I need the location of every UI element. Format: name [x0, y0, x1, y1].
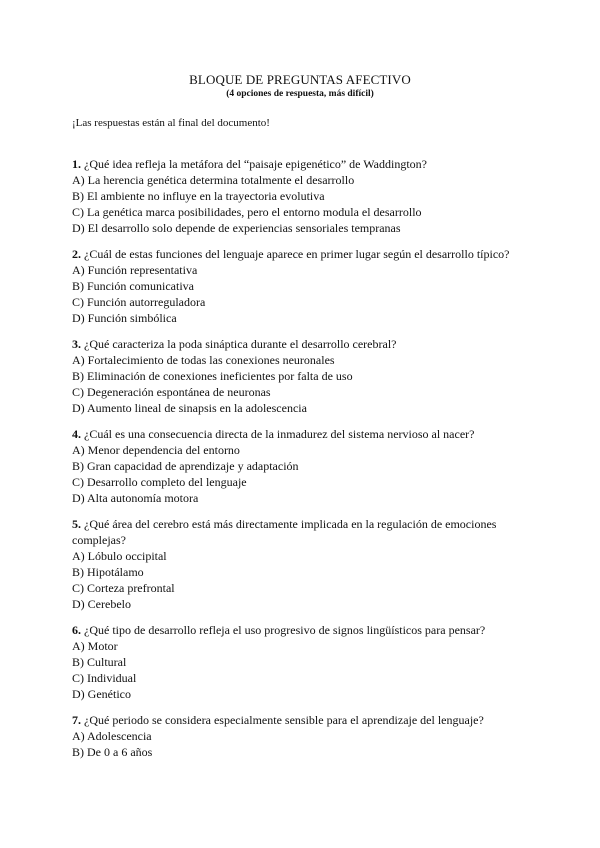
option-a: A) La herencia genética determina totalmente el desarrollo: [72, 173, 355, 187]
option-b: B) De 0 a 6 años: [72, 745, 153, 759]
question-text: ¿Cuál es una consecuencia directa de la inmadurez del sistema nervioso al nacer?: [84, 427, 475, 441]
option-b: B) Cultural: [72, 655, 127, 669]
question-2: [72, 246, 527, 326]
question-number: 3.: [72, 337, 81, 351]
option-d: D) Función simbólica: [72, 311, 177, 325]
question-3: [72, 336, 527, 416]
question-text: ¿Qué área del cerebro está más directamente implicada en la regulación de emociones complejas?: [72, 517, 497, 547]
option-b: B) Gran capacidad de aprendizaje y adaptación: [72, 459, 299, 473]
question-number: 2.: [72, 247, 81, 261]
option-c: C) La genética marca posibilidades, pero el entorno modula el desarrollo: [72, 205, 422, 219]
option-d: D) Aumento lineal de sinapsis en la adolescencia: [72, 401, 307, 415]
option-a: A) Lóbulo occipital: [72, 549, 167, 563]
option-b: B) Función comunicativa: [72, 279, 194, 293]
question-6: [72, 622, 527, 702]
option-a: A) Fortalecimiento de todas las conexiones neuronales: [72, 353, 335, 367]
option-b: B) Eliminación de conexiones ineficientes por falta de uso: [72, 369, 353, 383]
question-number: 6.: [72, 623, 81, 637]
question-4: [72, 426, 527, 506]
option-a: A) Motor: [72, 639, 118, 653]
option-b: B) El ambiente no influye en la trayectoria evolutiva: [72, 189, 325, 203]
question-number: 7.: [72, 713, 81, 727]
question-7: [72, 712, 527, 760]
question-5: [72, 516, 527, 612]
question-number: 4.: [72, 427, 81, 441]
option-a: A) Adolescencia: [72, 729, 152, 743]
document-subtitle: (4 opciones de respuesta, más difícil): [226, 89, 374, 99]
option-a: A) Menor dependencia del entorno: [72, 443, 240, 457]
option-c: C) Individual: [72, 671, 137, 685]
question-number: 5.: [72, 517, 81, 531]
option-a: A) Función representativa: [72, 263, 198, 277]
option-b: B) Hipotálamo: [72, 565, 144, 579]
question-1: [72, 156, 527, 236]
question-number: 1.: [72, 157, 81, 171]
option-d: D) El desarrollo solo depende de experiencias sensoriales tempranas: [72, 221, 401, 235]
option-c: C) Degeneración espontánea de neuronas: [72, 385, 271, 399]
option-c: C) Corteza prefrontal: [72, 581, 175, 595]
document-title: BLOQUE DE PREGUNTAS AFECTIVO: [189, 72, 411, 87]
question-list: [72, 156, 527, 770]
option-d: D) Genético: [72, 687, 131, 701]
question-text: ¿Qué tipo de desarrollo refleja el uso progresivo de signos lingüísticos para pensar?: [84, 623, 486, 637]
option-c: C) Desarrollo completo del lenguaje: [72, 475, 247, 489]
answers-note: ¡Las respuestas están al final del documento!: [72, 117, 270, 129]
question-text: ¿Qué periodo se considera especialmente sensible para el aprendizaje del lenguaje?: [84, 713, 484, 727]
question-text: ¿Qué caracteriza la poda sináptica durante el desarrollo cerebral?: [84, 337, 397, 351]
question-text: ¿Qué idea refleja la metáfora del “paisaje epigenético” de Waddington?: [84, 157, 427, 171]
option-d: D) Cerebelo: [72, 597, 131, 611]
option-d: D) Alta autonomía motora: [72, 491, 199, 505]
question-text: ¿Cuál de estas funciones del lenguaje aparece en primer lugar según el desarrollo típico?: [84, 247, 510, 261]
option-c: C) Función autorreguladora: [72, 295, 206, 309]
